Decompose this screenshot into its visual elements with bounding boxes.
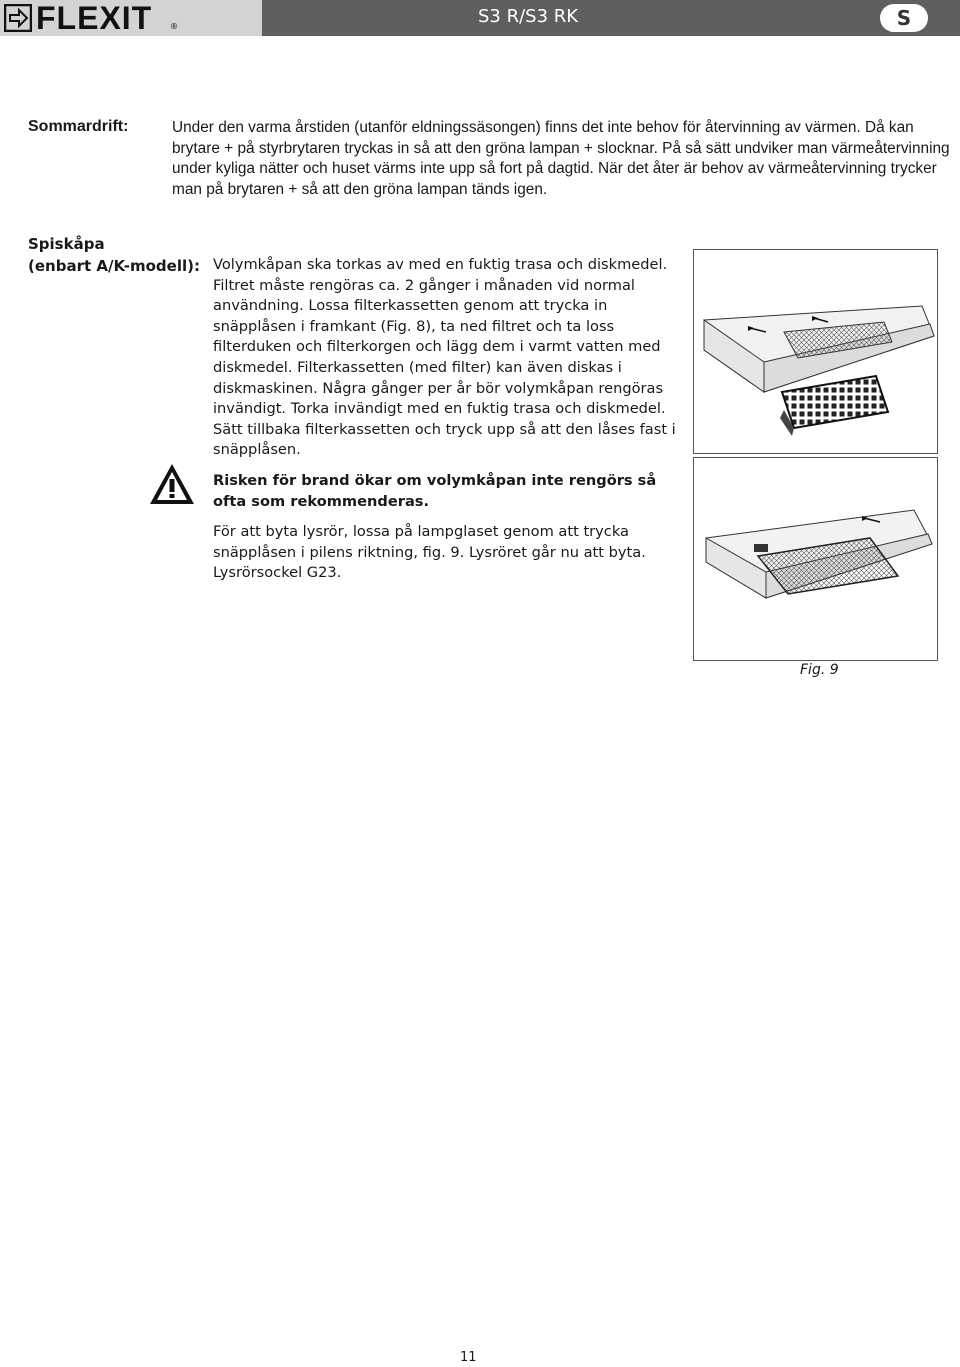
hood-heading-line2: (enbart A/K-modell): (28, 257, 200, 275)
warning-triangle-icon (148, 462, 196, 506)
flexit-arrow-logo-icon (4, 4, 32, 32)
hood-heading-line1: Spiskåpa (28, 235, 105, 253)
hood-filter-removal-drawing (694, 250, 937, 453)
summer-text: Under den varma årstiden (utanför eldningssäsongen) finns det inte behov för återvinning av värmen. Då kan brytare + på styrbrytaren tryckas in så att den gröna lampan + slocknar. På så sätt undviker man värmeåtervinning under kyliga nätter och huset värms inte upp så fort på dagtid. När det åter är behov av värmeåtervinning trycker man på brytaren + så att den gröna lampan tänds igen. (172, 119, 950, 198)
hood-heading (28, 233, 228, 277)
document-title: S3 R/S3 RK (478, 6, 579, 27)
page-header (0, 0, 960, 36)
figure-9-caption: Fig. 9 (800, 662, 839, 678)
lamp-replacement-paragraph: För att byta lysrör, lossa på lampglaset genom att trycka snäpplåsen i pilens riktning, fig. 9. Lysröret går nu att byta. Lysrörsockel G23. (213, 523, 646, 582)
hood-cleaning-paragraph: Volymkåpan ska torkas av med en fuktig trasa och diskmedel. Filtret måste rengöras ca. 2 gånger i månaden vid normal användning. Lossa filterkassetten genom att trycka in snäpplåsen i framkant (Fig. 8), ta ned filtret och ta loss filterduken och filterkorgen och lägg dem i varmt vatten med diskmedel. Filterkassetten (med filter) kan även diskas i diskmaskinen. Några gånger per år bör volymkåpan rengöras invändigt. Torka invändigt med en fuktig trasa och diskmedel. Sätt tillbaka filterkassetten och tryck upp så att den låses fast i snäpplåsen. (213, 256, 676, 459)
brand-logo-text: FLEXIT (36, 0, 153, 36)
figure-9-illustration (693, 457, 938, 661)
language-badge: S (880, 4, 928, 32)
page-number: 11 (460, 1350, 477, 1365)
hood-body (213, 255, 683, 584)
header-band (262, 0, 960, 36)
figure-8-illustration (693, 249, 938, 454)
summer-label: Sommardrift: (28, 118, 129, 135)
hood-lamp-glass-drawing (694, 458, 937, 660)
fire-warning-text: Risken för brand ökar om volymkåpan inte rengörs så ofta som rekommenderas. (213, 471, 657, 510)
registered-mark: ® (170, 22, 178, 31)
